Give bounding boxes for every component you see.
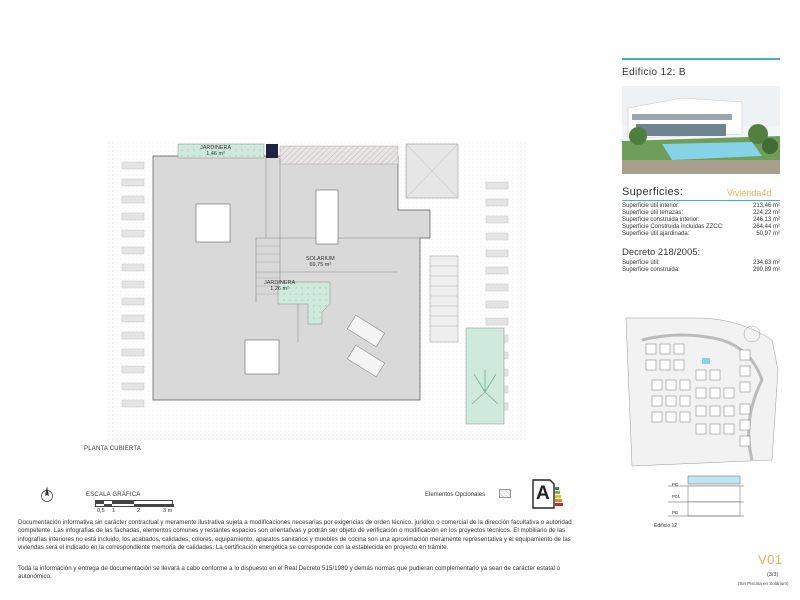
room-name: SOLARIUM — [306, 256, 335, 262]
brand-suffix: 4d — [761, 188, 772, 198]
pool-note: (Sin Piscina en Solárium) — [738, 581, 789, 586]
surface-label: Superficie útil interior: — [622, 203, 680, 209]
surface-row — [622, 210, 780, 216]
room-name: JARDINERA — [264, 280, 296, 286]
legal-notice: Toda la información y entrega de documentación se llevará a cabo conforme a lo dispuesto en el Real Decreto 515/1989 y demás normas que pudieran complementarlo ya sean de carácter estatal o autonómico. — [18, 565, 561, 581]
room-label-jardinera-top — [200, 145, 231, 158]
energy-rating-letter: A — [536, 483, 550, 504]
decree-value: 290,89 m² — [752, 267, 780, 273]
decree-label: Superficie útil: — [622, 260, 660, 266]
surface-label: Superficie útil terrazas: — [622, 210, 684, 216]
section-level-label: PC — [672, 482, 679, 487]
decree-row — [622, 267, 780, 273]
roof-plan-drawing — [108, 142, 526, 440]
north-arrow-icon — [40, 484, 54, 504]
page-number: (3/3) — [767, 572, 779, 578]
surface-value: 224,22 m² — [752, 210, 780, 216]
legend-optional-swatch — [499, 489, 511, 498]
scale-tick: 1 — [112, 508, 116, 514]
surface-value: 50,97 m² — [756, 231, 780, 237]
surface-value: 246,13 m² — [752, 217, 780, 223]
surface-label: Superficie construida interior: — [622, 217, 700, 223]
room-name: JARDINERA — [200, 145, 232, 151]
site-map-image — [622, 310, 782, 470]
building-section-diagram — [648, 474, 748, 520]
version-label: V01 — [758, 552, 783, 567]
section-caption: Edificio 12 — [654, 523, 678, 529]
building-render-image — [622, 86, 780, 174]
decree-title: Decreto 218/2005: — [622, 247, 701, 258]
scale-bar — [95, 500, 173, 507]
room-area: 1,26 m² — [270, 286, 289, 293]
plan-caption: PLANTA CUBIERTA — [84, 446, 142, 452]
floor-plan — [108, 142, 526, 440]
brand-logo — [727, 188, 771, 198]
energy-rating-badge — [530, 478, 564, 510]
building-title: Edificio 12: B — [622, 67, 686, 78]
section-level-label: P01 — [672, 494, 681, 499]
decree-row — [622, 260, 780, 266]
scale-tick: 2 — [137, 508, 141, 514]
accent-rule — [622, 58, 780, 60]
scale-tick: 0,5 — [97, 508, 105, 514]
scale-title: ESCALA GRÁFICA — [86, 492, 141, 498]
decree-value: 234,83 m² — [752, 260, 780, 266]
room-area: 1,46 m² — [206, 151, 225, 158]
room-label-solarium — [306, 256, 335, 269]
scale-tick: 3 m — [163, 508, 173, 514]
surface-row — [622, 217, 780, 223]
legend-optional-label: Elementos Opcionales — [425, 492, 486, 498]
room-label-jardinera-middle — [264, 280, 295, 293]
surfaces-divider — [622, 200, 780, 201]
decree-label: Superficie construida: — [622, 267, 680, 273]
surface-value: 264,44 m² — [752, 224, 780, 230]
surface-row — [622, 231, 780, 237]
surfaces-title: Superficies: — [622, 186, 684, 198]
section-level-label: PB — [672, 510, 679, 515]
legal-disclaimer: Documentación informativa sin carácter contractual y meramente ilustrativa sujeta a modificaciones necesarias por exigencias de orden técnico, jurídico o comercial de la dirección facultativa o autoridad competente. Las infografías de las fachadas, elementos comunes y restantes espacios son orientativas y podrán ser objeto de verificación o modificación en los proyectos técnicos. El mobiliario de las infografías interiores no está incluido, los acabados, calidades, colores, equipamiento, aparatos sanitarios y muebles de cocina son una aproximación meramente representativa y el equipamiento de las viviendas será el indicado en la correspondiente memoria de calidades. La certificación energética se corresponde con la establecida en proyecto en trámite. — [18, 519, 572, 551]
surface-label: Superficie Construida incluidas ZZCC: — [622, 224, 724, 230]
brand-name: Vivienda — [727, 188, 762, 198]
surface-row — [622, 203, 780, 209]
surface-row — [622, 224, 780, 230]
room-area: 69,75 m² — [309, 262, 332, 269]
surface-label: Superficie útil ajardinada: — [622, 231, 690, 237]
surface-value: 213,46 m² — [752, 203, 780, 209]
